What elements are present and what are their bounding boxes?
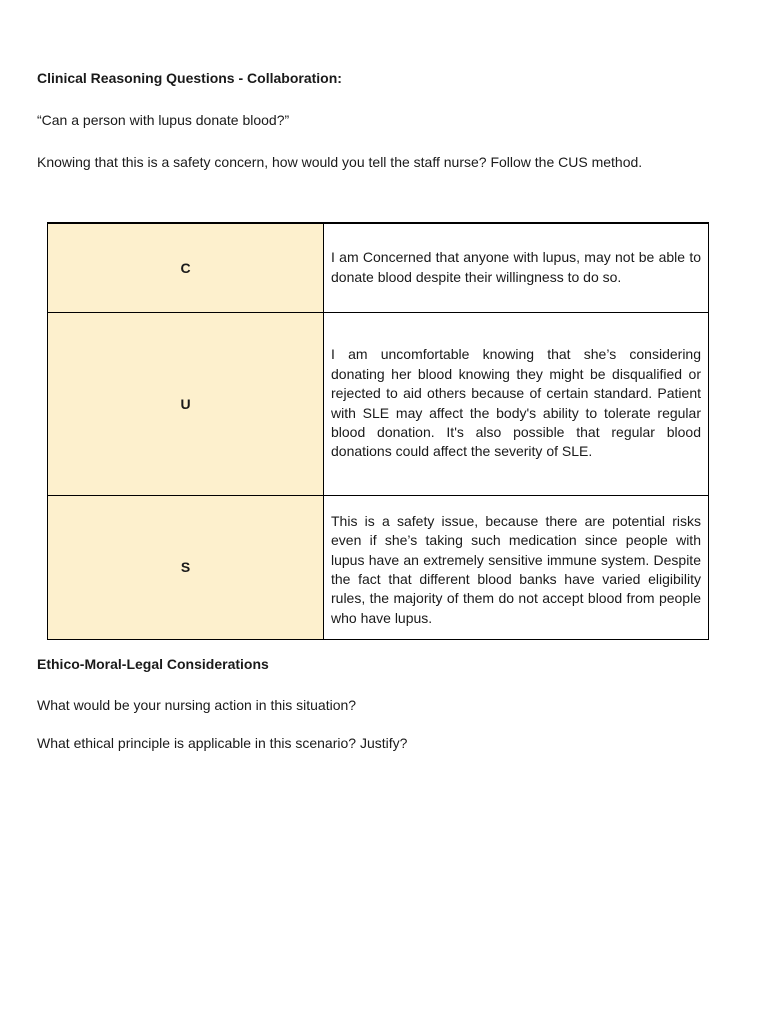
section-heading-ethico-moral-legal: Ethico-Moral-Legal Considerations: [37, 656, 269, 672]
cus-instruction: Knowing that this is a safety concern, how would you tell the staff nurse? Follow the CUS method.: [37, 154, 643, 170]
cus-letter-c: C: [48, 223, 324, 312]
cus-letter-u: U: [48, 312, 324, 495]
section-heading-clinical-reasoning: Clinical Reasoning Questions - Collaboration:: [37, 70, 342, 86]
cus-text-c: I am Concerned that anyone with lupus, may not be able to donate blood despite their willingness to do so.: [324, 223, 709, 312]
cus-table: [47, 222, 709, 640]
question-quote: “Can a person with lupus donate blood?”: [37, 112, 290, 128]
cus-text-s: This is a safety issue, because there are potential risks even if she’s taking such medication since people with lupus have an extremely sensitive immune system. Despite the fact that different blood banks have varied eligibility rules, the majority of them do not accept blood from people who have lupus.: [324, 495, 709, 639]
cus-text-u: I am uncomfortable knowing that she’s considering donating her blood knowing they might be disqualified or rejected to aid others because of certain standard. Patient with SLE may affect the body's ability to tolerate regular blood donation. It's also possible that regular blood donations could affect the severity of SLE.: [324, 312, 709, 495]
table-row-c: [48, 223, 709, 312]
table-row-u: [48, 312, 709, 495]
question-ethical-principle: What ethical principle is applicable in this scenario? Justify?: [37, 735, 408, 751]
cus-letter-s: S: [48, 495, 324, 639]
table-row-s: [48, 495, 709, 639]
question-nursing-action: What would be your nursing action in this situation?: [37, 697, 357, 713]
